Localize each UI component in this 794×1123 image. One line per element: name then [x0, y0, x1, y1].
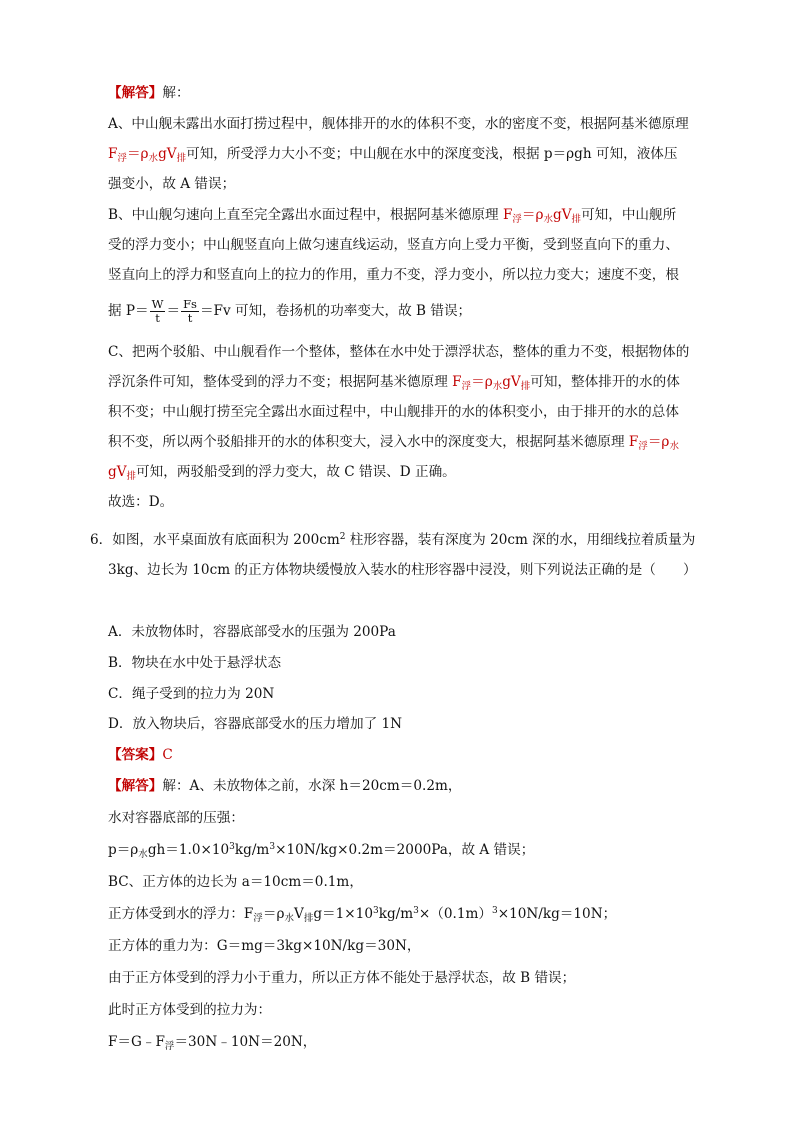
answer-tag: 【答案】	[108, 747, 163, 763]
sup-3: 3	[372, 906, 379, 916]
option-c-text-2b: 可知，整体排开的水的体	[530, 374, 680, 390]
pressure-formula-d: ×10N/kg×0.2m＝2000Pa，故 A 错误；	[275, 842, 535, 858]
option-b: B．物块在水中处于悬浮状态	[108, 655, 282, 671]
option-b-text-4b: ＝Fv 可知，卷扬机的功率变大，故 B 错误；	[199, 303, 472, 319]
sub-fu: 浮	[253, 913, 263, 924]
solution-6-line-7: 由于正方体受到的浮力小于重力，所以正方体不能处于悬浮状态，故 B 错误；	[108, 970, 576, 986]
question-stem-1a: 如图，水平桌面放有底面积为 200cm	[112, 532, 340, 548]
sub-fu: 浮	[164, 1041, 175, 1052]
formula-sub-fu: 浮	[461, 381, 472, 392]
formula-gv: gV	[108, 464, 127, 480]
option-c-text-2a: 浮沉条件可知，整体受到的浮力不变；根据阿基米德原理	[108, 374, 448, 390]
option-c-line-5	[108, 462, 456, 484]
solution-6-line-6: 正方体的重力为：G＝mg＝3kg×10N/kg＝30N，	[108, 938, 421, 954]
pressure-formula-a: p＝ρ	[108, 842, 139, 858]
formula-sub-fu: 浮	[638, 441, 648, 452]
formula-sub-pai: 排	[571, 214, 582, 225]
solution-6-line-9	[108, 1032, 316, 1054]
option-b-text-1: B、中山舰匀速向上直至完全露出水面过程中，根据阿基米德原理	[108, 207, 499, 223]
option-a-line-2	[108, 144, 678, 166]
option-b-text-2: 可知，中山舰所	[581, 207, 677, 223]
answer-value: C	[162, 747, 173, 763]
solution-6-line-8: 此时正方体受到的拉力为：	[108, 1002, 272, 1018]
option-c-line-1: C、把两个驳船、中山舰看作一个整体，整体在水中处于漂浮状态，整体的重力不变，根据物体的	[108, 344, 690, 360]
option-c: C．绳子受到的拉力为 20N	[108, 686, 275, 702]
sub-pai: 排	[303, 913, 314, 924]
tension-a: F＝G﹣F	[108, 1034, 165, 1050]
solution-6-line-2: 水对容器底部的压强：	[108, 810, 244, 826]
solution-6-intro: 解：A、未放物体之前，水深 h＝20cm＝0.2m，	[162, 778, 462, 794]
option-b-text-4a: 据 P＝	[108, 303, 149, 319]
conclusion: 故选：D。	[108, 494, 174, 510]
option-c-line-4	[108, 432, 679, 454]
buoyancy-c: V	[294, 906, 304, 922]
formula-f: F	[452, 374, 462, 390]
solution-6-line-4: BC、正方体的边长为 a＝10cm＝0.1m，	[108, 874, 363, 890]
option-b-line-1	[108, 205, 676, 227]
sub-shui: 水	[284, 913, 294, 924]
formula-f: F	[628, 434, 639, 450]
question-number: 6．	[90, 532, 113, 548]
pressure-formula-c: kg/m	[234, 842, 270, 858]
option-c-line-2	[108, 372, 680, 394]
sub-shui: 水	[138, 849, 148, 860]
sup-3: 3	[229, 842, 235, 852]
equals: ＝	[166, 303, 181, 319]
solution-6-line-1	[108, 776, 461, 796]
option-c-text-4: 积不变，所以两个驳船排开的水的体积变大，浸入水中的深度变大，根据阿基米德原理	[108, 434, 625, 450]
formula-gv: gV	[158, 146, 177, 162]
formula-sub-pai: 排	[176, 153, 187, 164]
option-a-text: 可知，所受浮力大小不变；中山舰在水中的深度变浅，根据 p＝ρgh 可知，液体压	[186, 146, 678, 162]
formula-rho: ＝ρ	[521, 207, 544, 223]
fraction-w-t	[150, 298, 166, 325]
pressure-formula-b: gh＝1.0×10	[147, 842, 230, 858]
fraction-numerator: W	[151, 297, 164, 311]
option-d: D．放入物块后，容器底部受水的压力增加了 1N	[108, 716, 403, 732]
formula-sub-pai: 排	[520, 381, 531, 392]
formula-sub-fu: 浮	[512, 214, 522, 225]
question-stem-sup: 2	[339, 532, 346, 542]
answer-line	[108, 745, 173, 765]
formula-sub-shui: 水	[492, 381, 503, 392]
fraction-denominator: t	[155, 311, 160, 325]
formula-gv: gV	[502, 374, 521, 390]
formula-sub-pai: 排	[126, 471, 137, 482]
buoyancy-g: ×10N/kg＝10N；	[497, 906, 617, 922]
formula-f: F	[108, 146, 118, 162]
buoyancy-d: g＝1×10	[313, 906, 373, 922]
question-stem-1b: 柱形容器，装有深度为 20cm 深的水，用细线拉着质量为	[345, 532, 696, 548]
solution-6-line-3	[108, 840, 534, 862]
option-a: A．未放物体时，容器底部受水的压强为 200Pa	[108, 624, 396, 640]
sup-3: 3	[269, 842, 276, 852]
sup-3: 3	[413, 906, 419, 916]
buoyancy-e: kg/m	[378, 906, 414, 922]
solution-6-line-5	[108, 904, 616, 926]
formula-f: F	[502, 207, 513, 223]
formula-sub-fu: 浮	[117, 153, 127, 164]
option-b-line-2: 受的浮力变小；中山舰竖直向上做匀速直线运动，竖直方向上受力平衡，受到竖直向下的重力、	[108, 237, 679, 253]
option-a-line-3: 强变小，故 A 错误；	[108, 176, 236, 192]
tension-b: ＝30N﹣10N＝20N，	[174, 1034, 317, 1050]
solution-intro: 解：	[162, 85, 190, 101]
solution-header	[108, 83, 190, 103]
solution-tag: 【解答】	[108, 85, 163, 101]
formula-gv: gV	[553, 207, 572, 223]
formula-sub-shui: 水	[148, 153, 159, 164]
option-b-line-4	[108, 298, 471, 325]
buoyancy-f: ×（0.1m）	[418, 906, 492, 922]
option-c-text-5: 可知，两驳船受到的浮力变大，故 C 错误、D 正确。	[136, 464, 456, 480]
formula-sub-shui: 水	[669, 441, 679, 452]
question-6-line-1	[90, 530, 695, 552]
sup-3: 3	[491, 906, 498, 916]
formula-rho: ＝ρ	[126, 146, 149, 162]
formula-sub-shui: 水	[543, 214, 554, 225]
buoyancy-a: 正方体受到水的浮力：F	[108, 906, 254, 922]
buoyancy-b: ＝ρ	[262, 906, 285, 922]
formula-rho: ＝ρ	[647, 434, 670, 450]
option-b-line-3: 竖直向上的浮力和竖直向上的拉力的作用，重力不变，浮力变小，所以拉力变大；速度不变，根	[108, 267, 679, 283]
question-6-line-2: 3kg、边长为 10cm 的正方体物块缓慢放入装水的柱形容器中浸没，则下列说法正确的是（ ）	[108, 562, 697, 578]
fraction-fs-t	[181, 298, 199, 325]
solution-6-tag: 【解答】	[108, 778, 163, 794]
option-c-line-3: 积不变；中山舰打捞至完全露出水面过程中，中山舰排开的水的体积变小，由于排开的水的总体	[108, 404, 679, 420]
option-a-line-1: A、中山舰未露出水面打捞过程中，舰体排开的水的体积不变，水的密度不变，根据阿基米德原理	[108, 116, 689, 132]
formula-rho: ＝ρ	[471, 374, 493, 390]
fraction-numerator: Fs	[183, 297, 197, 311]
fraction-denominator: t	[187, 311, 193, 325]
